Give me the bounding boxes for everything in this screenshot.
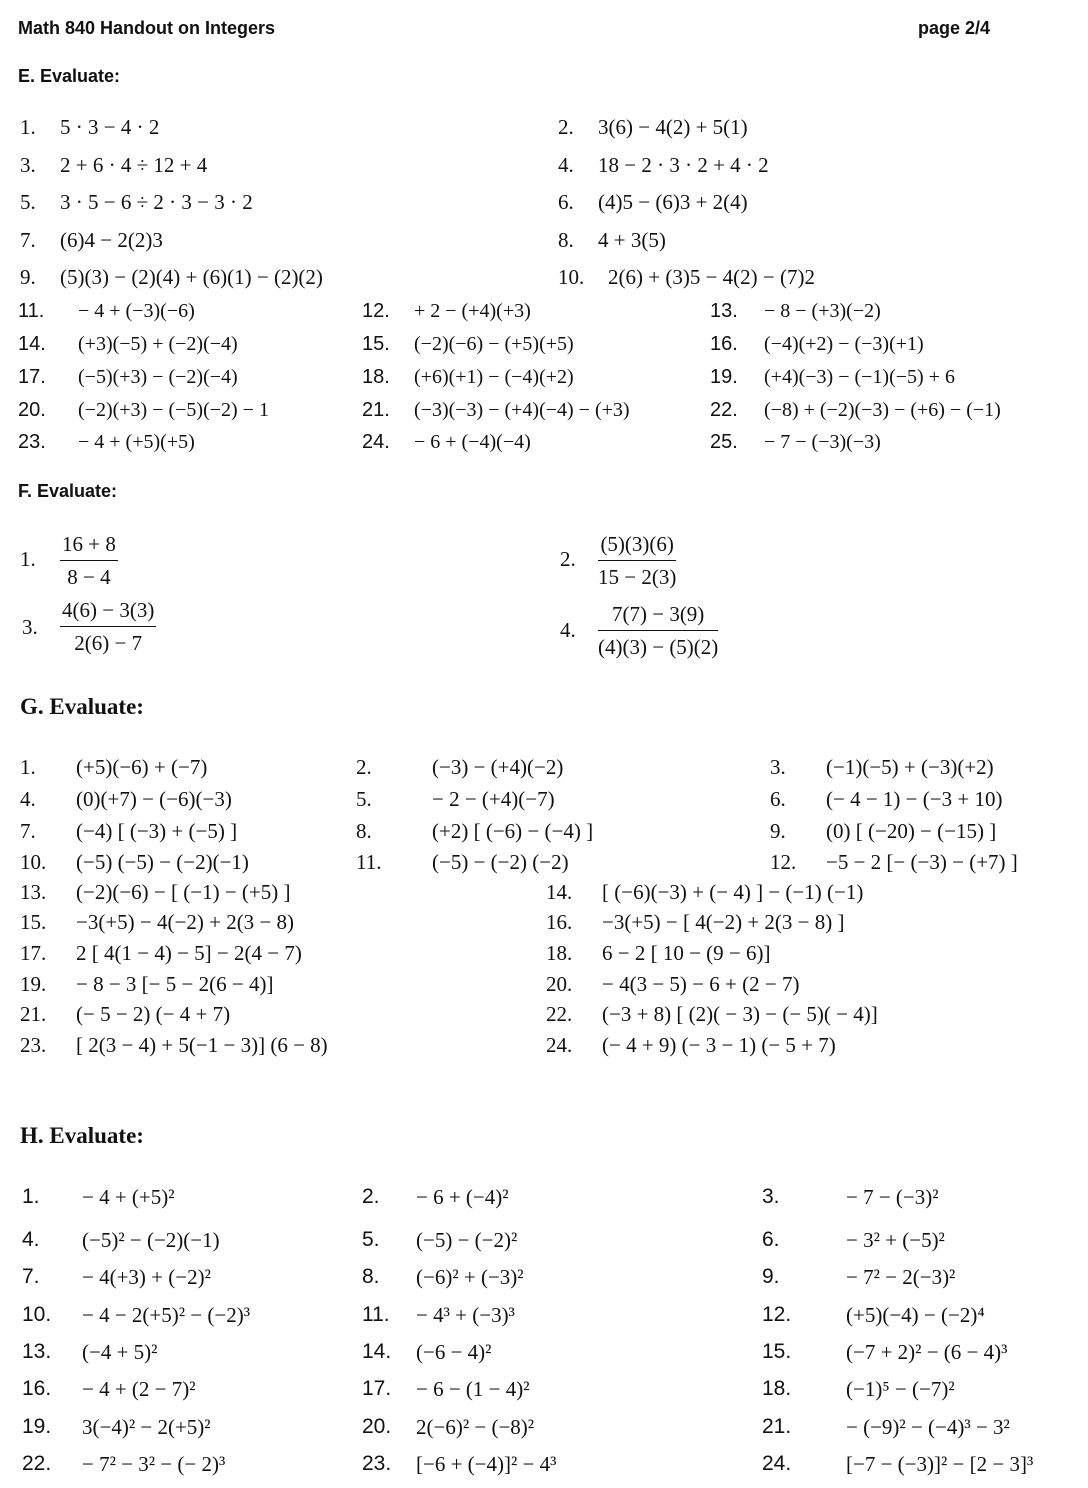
exercise-expression: + 2 − (+4)(+3)	[414, 300, 531, 322]
exercise-expression: − 4³ + (−3)³	[416, 1303, 515, 1327]
exercise-number: 20.	[546, 972, 573, 996]
exercise-number: 12.	[362, 300, 390, 322]
exercise-number: 6.	[558, 190, 574, 214]
exercise-expression: (−6)² + (−3)²	[416, 1265, 524, 1289]
exercise-number: 2.	[362, 1185, 380, 1208]
exercise-number: 3.	[762, 1185, 780, 1208]
exercise-number: 19.	[22, 1415, 52, 1438]
exercise-number: 6.	[770, 787, 786, 811]
exercise-number: 11.	[362, 1303, 390, 1326]
exercise-expression: − 3² + (−5)²	[846, 1228, 945, 1252]
exercise-number: 5.	[362, 1228, 380, 1251]
exercise-number: 20.	[362, 1415, 392, 1438]
exercise-expression: − 7² − 3² − (− 2)³	[82, 1452, 226, 1476]
exercise-number: 3.	[770, 755, 786, 779]
fraction-expression	[60, 598, 156, 656]
fraction-numerator: (5)(3)(6)	[598, 532, 676, 561]
exercise-expression: 3(−4)² − 2(+5)²	[82, 1415, 211, 1439]
exercise-expression: (+5)(−6) + (−7)	[76, 755, 208, 779]
exercise-expression: 3(6) − 4(2) + 5(1)	[598, 115, 748, 139]
exercise-number: 4.	[560, 618, 576, 642]
exercise-expression: − 4 + (+5)²	[82, 1185, 175, 1209]
exercise-number: 1.	[20, 755, 36, 779]
exercise-expression: 3 · 5 − 6 ÷ 2 · 3 − 3 · 2	[60, 190, 253, 214]
exercise-expression: (−5) (−5) − (−2)(−1)	[76, 850, 249, 874]
exercise-number: 24.	[362, 431, 390, 453]
exercise-expression: (−5)² − (−2)(−1)	[82, 1228, 220, 1252]
exercise-expression: [ (−6)(−3) + (− 4) ] − (−1) (−1)	[602, 880, 864, 904]
exercise-number: 1.	[20, 547, 36, 571]
exercise-number: 13.	[20, 880, 47, 904]
exercise-expression: 18 − 2 · 3 · 2 + 4 · 2	[598, 153, 769, 177]
exercise-number: 16.	[22, 1377, 52, 1400]
exercise-expression: (−3) − (+4)(−2)	[432, 755, 564, 779]
exercise-number: 21.	[362, 399, 390, 421]
exercise-expression: (− 4 − 1) − (−3 + 10)	[826, 787, 1003, 811]
exercise-number: 16.	[710, 333, 738, 355]
fraction-denominator: (4)(3) − (5)(2)	[598, 635, 719, 659]
exercise-number: 3.	[20, 153, 36, 177]
exercise-expression: (6)4 − 2(2)3	[60, 228, 163, 252]
exercise-expression: −3(+5) − 4(−2) + 2(3 − 8)	[76, 910, 295, 934]
exercise-number: 15.	[762, 1340, 792, 1363]
exercise-number: 13.	[22, 1340, 52, 1363]
section-e-heading: E. Evaluate:	[18, 66, 121, 86]
exercise-expression: (+2) [ (−6) − (−4) ]	[432, 819, 594, 843]
exercise-expression: − 4(+3) + (−2)²	[82, 1265, 211, 1289]
exercise-number: 2.	[558, 115, 574, 139]
exercise-expression: − (−9)² − (−4)³ − 3²	[846, 1415, 1010, 1439]
exercise-expression: (−1)(−5) + (−3)(+2)	[826, 755, 994, 779]
exercise-expression: (−7 + 2)² − (6 − 4)³	[846, 1340, 1008, 1364]
exercise-number: 17.	[20, 941, 47, 965]
exercise-number: 22.	[710, 399, 738, 421]
exercise-expression: (−4 + 5)²	[82, 1340, 158, 1364]
exercise-number: 3.	[22, 615, 38, 639]
exercise-expression: 6 − 2 [ 10 − (9 − 6)]	[602, 941, 771, 965]
exercise-expression: 5 · 3 − 4 · 2	[60, 115, 160, 139]
exercise-number: 14.	[362, 1340, 392, 1363]
exercise-expression: − 6 − (1 − 4)²	[416, 1377, 530, 1401]
exercise-number: 18.	[362, 366, 390, 388]
exercise-expression: 2(−6)² − (−8)²	[416, 1415, 535, 1439]
exercise-expression: − 2 − (+4)(−7)	[432, 787, 555, 811]
exercise-number: 17.	[362, 1377, 392, 1400]
exercise-number: 6.	[762, 1228, 780, 1251]
exercise-expression: [−6 + (−4)]² − 4³	[416, 1452, 557, 1476]
exercise-expression: − 4 + (−3)(−6)	[78, 300, 195, 322]
page-number: page 2/4	[918, 18, 991, 38]
exercise-expression: − 7 − (−3)²	[846, 1185, 939, 1209]
fraction-denominator: 2(6) − 7	[74, 631, 143, 655]
exercise-expression: (0)(+7) − (−6)(−3)	[76, 787, 232, 811]
exercise-number: 16.	[546, 910, 573, 934]
exercise-number: 7.	[20, 819, 36, 843]
exercise-expression: (−2)(+3) − (−5)(−2) − 1	[78, 399, 269, 421]
exercise-expression: 2 + 6 · 4 ÷ 12 + 4	[60, 153, 208, 177]
exercise-expression: (−4) [ (−3) + (−5) ]	[76, 819, 238, 843]
exercise-expression: (−8) + (−2)(−3) − (+6) − (−1)	[764, 399, 1001, 421]
exercise-expression: (−5)(+3) − (−2)(−4)	[78, 366, 238, 388]
exercise-expression: (− 5 − 2) (− 4 + 7)	[76, 1002, 231, 1026]
exercise-expression: (+6)(+1) − (−4)(+2)	[414, 366, 574, 388]
exercise-number: 4.	[22, 1228, 40, 1251]
exercise-number: 9.	[20, 265, 36, 289]
exercise-expression: (−5) − (−2) (−2)	[432, 850, 569, 874]
fraction-expression	[598, 532, 676, 590]
exercise-expression: (− 4 + 9) (− 3 − 1) (− 5 + 7)	[602, 1033, 836, 1057]
exercise-expression: − 6 + (−4)²	[416, 1185, 509, 1209]
exercise-number: 12.	[762, 1303, 792, 1326]
exercise-number: 21.	[20, 1002, 47, 1026]
exercise-number: 1.	[22, 1185, 40, 1208]
exercise-number: 12.	[770, 850, 797, 874]
exercise-number: 4.	[20, 787, 36, 811]
exercise-expression: (−6 − 4)²	[416, 1340, 492, 1364]
fraction-expression	[598, 602, 718, 660]
exercise-number: 21.	[762, 1415, 792, 1438]
fraction-numerator: 4(6) − 3(3)	[60, 598, 156, 627]
exercise-number: 7.	[20, 228, 36, 252]
exercise-expression: (4)5 − (6)3 + 2(4)	[598, 190, 748, 214]
exercise-number: 10.	[22, 1303, 52, 1326]
exercise-expression: − 4 − 2(+5)² − (−2)³	[82, 1303, 251, 1327]
exercise-number: 22.	[546, 1002, 573, 1026]
exercise-number: 9.	[762, 1265, 780, 1288]
exercise-number: 2.	[356, 755, 372, 779]
exercise-number: 19.	[20, 972, 47, 996]
exercise-number: 7.	[22, 1265, 40, 1288]
exercise-number: 8.	[356, 819, 372, 843]
exercise-number: 18.	[546, 941, 573, 965]
exercise-expression: 2(6) + (3)5 − 4(2) − (7)2	[608, 265, 815, 289]
fraction-numerator: 7(7) − 3(9)	[598, 602, 718, 631]
exercise-number: 19.	[710, 366, 738, 388]
exercise-number: 2.	[560, 547, 576, 571]
exercise-expression: (−2)(−6) − (+5)(+5)	[414, 333, 574, 355]
exercise-expression: − 8 − 3 [− 5 − 2(6 − 4)]	[76, 972, 274, 996]
fraction-denominator: 15 − 2(3)	[598, 565, 677, 589]
exercise-number: 23.	[18, 431, 46, 453]
exercise-number: 17.	[18, 366, 46, 388]
exercise-number: 11.	[356, 850, 382, 874]
exercise-expression: (−1)⁵ − (−7)²	[846, 1377, 955, 1401]
exercise-expression: − 4 + (2 − 7)²	[82, 1377, 196, 1401]
section-h-heading: H. Evaluate:	[20, 1123, 144, 1148]
exercise-expression: (−5) − (−2)²	[416, 1228, 518, 1252]
exercise-number: 8.	[362, 1265, 380, 1288]
exercise-number: 10.	[558, 265, 585, 289]
exercise-number: 5.	[20, 190, 36, 214]
exercise-expression: − 7² − 2(−3)²	[846, 1265, 956, 1289]
exercise-number: 10.	[20, 850, 47, 874]
exercise-number: 14.	[18, 333, 46, 355]
exercise-number: 5.	[356, 787, 372, 811]
exercise-expression: [−7 − (−3)]² − [2 − 3]³	[846, 1452, 1034, 1476]
exercise-expression: 4 + 3(5)	[598, 228, 666, 252]
exercise-expression: (0) [ (−20) − (−15) ]	[826, 819, 997, 843]
exercise-expression: (5)(3) − (2)(4) + (6)(1) − (2)(2)	[60, 265, 323, 289]
exercise-expression: (−2)(−6) − [ (−1) − (+5) ]	[76, 880, 291, 904]
exercise-number: 14.	[546, 880, 573, 904]
exercise-number: 15.	[20, 910, 47, 934]
exercise-expression: −5 − 2 [− (−3) − (+7) ]	[826, 850, 1018, 874]
exercise-expression: (−3)(−3) − (+4)(−4) − (+3)	[414, 399, 630, 421]
exercise-number: 4.	[558, 153, 574, 177]
exercise-expression: (−4)(+2) − (−3)(+1)	[764, 333, 924, 355]
exercise-expression: − 4 + (+5)(+5)	[78, 431, 195, 453]
exercise-expression: (+3)(−5) + (−2)(−4)	[78, 333, 238, 355]
handout-title: Math 840 Handout on Integers	[18, 18, 276, 38]
exercise-number: 15.	[362, 333, 390, 355]
exercise-number: 1.	[20, 115, 36, 139]
exercise-expression: −3(+5) − [ 4(−2) + 2(3 − 8) ]	[602, 910, 845, 934]
exercise-number: 25.	[710, 431, 738, 453]
exercise-expression: [ 2(3 − 4) + 5(−1 − 3)] (6 − 8)	[76, 1033, 328, 1057]
fraction-expression	[60, 532, 118, 590]
exercise-expression: (−3 + 8) [ (2)( − 3) − (− 5)( − 4)]	[602, 1002, 878, 1026]
exercise-number: 23.	[362, 1452, 392, 1475]
exercise-number: 8.	[558, 228, 574, 252]
section-f-heading: F. Evaluate:	[18, 481, 118, 501]
exercise-expression: − 4(3 − 5) − 6 + (2 − 7)	[602, 972, 800, 996]
exercise-number: 24.	[546, 1033, 573, 1057]
exercise-number: 23.	[20, 1033, 47, 1057]
exercise-number: 24.	[762, 1452, 792, 1475]
exercise-number: 11.	[18, 300, 45, 322]
exercise-number: 9.	[770, 819, 786, 843]
exercise-expression: 2 [ 4(1 − 4) − 5] − 2(4 − 7)	[76, 941, 302, 965]
exercise-expression: − 6 + (−4)(−4)	[414, 431, 531, 453]
exercise-expression: − 7 − (−3)(−3)	[764, 431, 881, 453]
exercise-number: 18.	[762, 1377, 792, 1400]
exercise-expression: − 8 − (+3)(−2)	[764, 300, 881, 322]
fraction-numerator: 16 + 8	[60, 532, 118, 561]
fraction-denominator: 8 − 4	[67, 565, 111, 589]
exercise-number: 13.	[710, 300, 738, 322]
exercise-number: 22.	[22, 1452, 52, 1475]
section-g-heading: G. Evaluate:	[20, 694, 144, 719]
exercise-number: 20.	[18, 399, 46, 421]
exercise-expression: (+5)(−4) − (−2)⁴	[846, 1303, 985, 1327]
exercise-expression: (+4)(−3) − (−1)(−5) + 6	[764, 366, 955, 388]
